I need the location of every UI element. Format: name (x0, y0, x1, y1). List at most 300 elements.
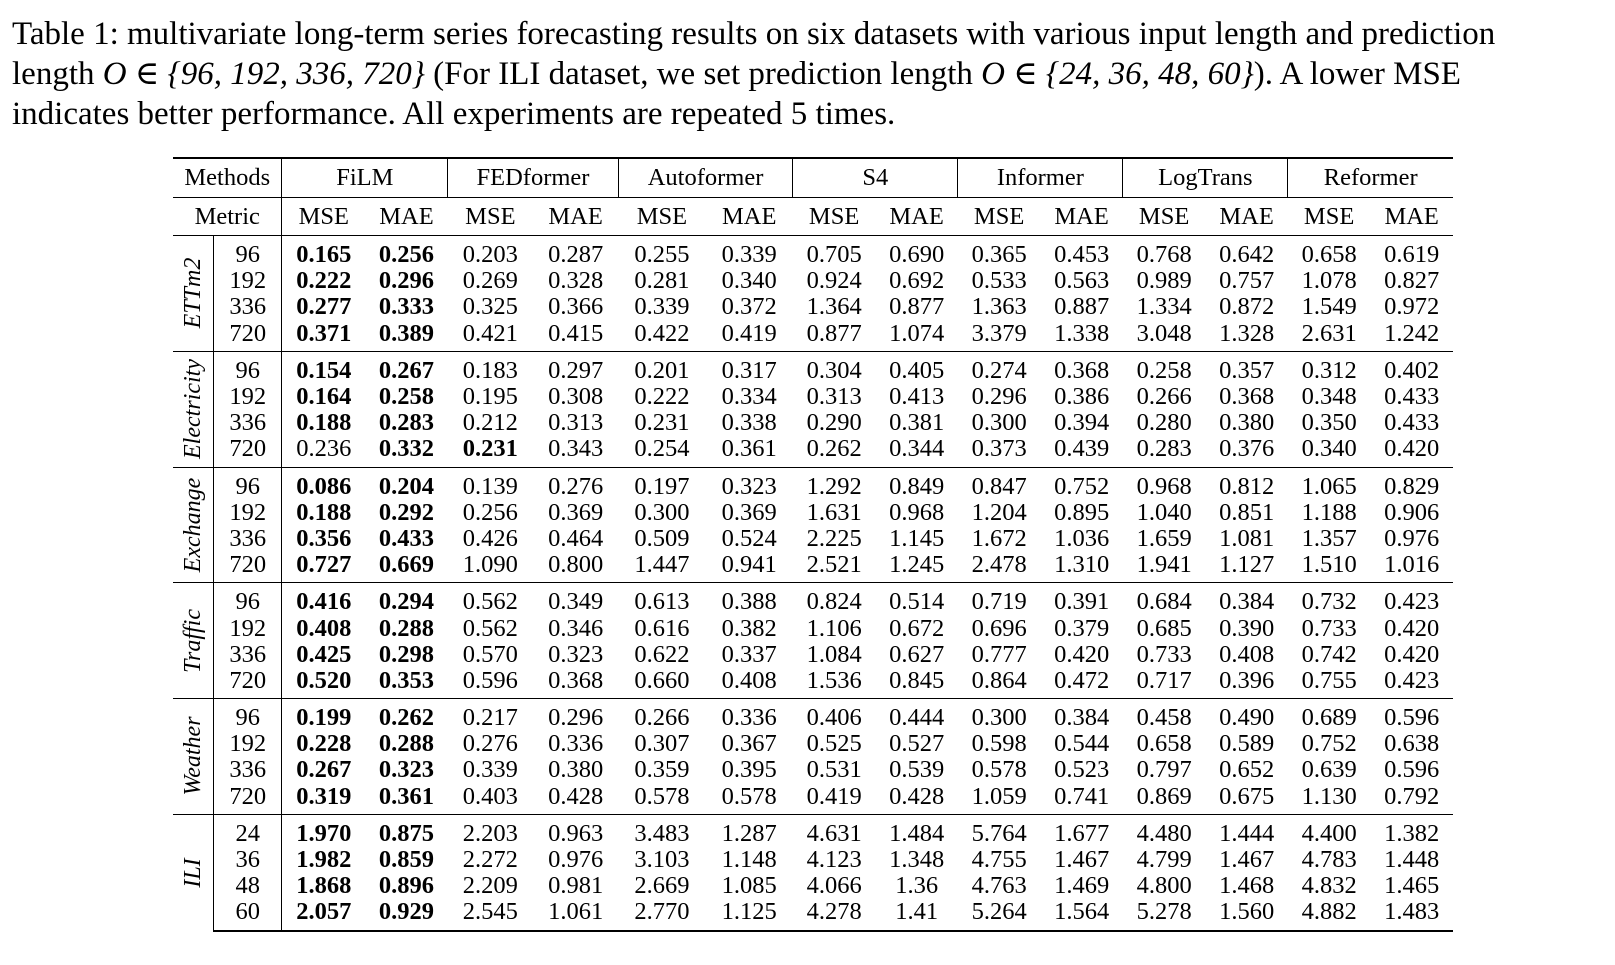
metric-mae-header: MAE (1040, 198, 1123, 236)
value-cell: 0.367 (721, 730, 777, 758)
value-cell: 0.369 (721, 498, 777, 526)
best-value: 0.520 (296, 666, 352, 694)
value-cell: 0.800 (548, 551, 604, 579)
value-cell: 1.560 (1205, 899, 1288, 930)
metric-header-row (173, 198, 1453, 236)
value-cell (282, 873, 365, 899)
best-value: 0.361 (378, 782, 435, 810)
value-cell: 0.323 (706, 467, 793, 500)
value-cell: 0.300 (971, 409, 1027, 437)
value-cell: 0.217 (448, 699, 533, 732)
value-cell: 1.016 (1384, 551, 1440, 579)
value-cell: 0.639 (1301, 756, 1357, 784)
best-value: 0.204 (378, 472, 435, 500)
caption-math-ili-lengths: O ∈ {24, 36, 48, 60} (981, 56, 1254, 92)
value-cell: 0.696 (971, 614, 1027, 642)
value-cell (365, 615, 448, 641)
value-cell: 0.444 (875, 699, 958, 732)
value-cell: 0.337 (721, 640, 777, 668)
table-row (173, 526, 1453, 552)
method-header: Autoformer (618, 158, 793, 198)
value-cell: 0.689 (1288, 699, 1371, 732)
value-cell: 4.400 (1288, 814, 1371, 847)
value-cell: 1.36 (895, 872, 939, 900)
best-value: 1.868 (296, 872, 352, 900)
value-cell: 3.379 (971, 319, 1027, 347)
table-row (173, 699, 1453, 732)
value-cell (365, 552, 448, 583)
value-cell: 0.419 (806, 782, 862, 810)
prediction-length: 720 (214, 668, 282, 699)
value-cell: 4.882 (1288, 899, 1371, 930)
prediction-length: 192 (214, 500, 282, 526)
value-cell: 3.103 (634, 846, 690, 874)
dataset-name: Weather (180, 716, 206, 796)
value-cell: 0.433 (1384, 409, 1440, 437)
value-cell: 0.989 (1136, 267, 1192, 295)
value-cell: 4.755 (971, 846, 1027, 874)
value-cell (282, 552, 365, 583)
metric-mse-header: MSE (1288, 198, 1371, 236)
value-cell (365, 351, 448, 384)
best-value: 0.288 (378, 730, 435, 758)
table-row (173, 615, 1453, 641)
best-value: 0.231 (462, 435, 518, 463)
value-cell: 0.638 (1384, 730, 1440, 758)
value-cell: 0.380 (1219, 409, 1275, 437)
value-cell: 0.685 (1136, 614, 1192, 642)
value-cell: 0.222 (634, 383, 690, 411)
value-cell: 1.061 (533, 899, 618, 930)
value-cell (365, 526, 448, 552)
value-cell: 0.642 (1219, 241, 1275, 269)
metric-label: Metric (173, 198, 282, 236)
best-value: 0.408 (296, 614, 352, 642)
value-cell: 0.906 (1384, 498, 1440, 526)
value-cell: 1.065 (1288, 467, 1371, 500)
value-cell: 0.963 (533, 814, 618, 847)
value-cell: 0.290 (806, 409, 862, 437)
table-row (173, 500, 1453, 526)
value-cell: 2.669 (634, 872, 690, 900)
value-cell: 0.413 (889, 383, 945, 411)
value-cell: 1.242 (1384, 319, 1440, 347)
dataset-name-cell (173, 699, 214, 815)
value-cell: 0.658 (1301, 241, 1357, 269)
value-cell (365, 642, 448, 668)
results-table (173, 157, 1453, 932)
value-cell: 0.531 (806, 756, 862, 784)
value-cell: 0.368 (548, 666, 604, 694)
method-header: Informer (958, 158, 1123, 198)
value-cell: 0.509 (634, 524, 690, 552)
value-cell: 3.483 (618, 814, 705, 847)
value-cell (282, 731, 365, 757)
value-cell: 1.467 (1219, 846, 1275, 874)
dataset-name: Traffic (180, 608, 206, 673)
table-row (173, 814, 1453, 847)
dataset-name-cell (173, 467, 214, 583)
value-cell: 0.812 (1205, 467, 1288, 500)
best-value: 0.332 (378, 435, 435, 463)
table-row (173, 552, 1453, 583)
best-value: 0.288 (378, 614, 435, 642)
value-cell: 0.231 (634, 409, 690, 437)
value-cell: 2.225 (806, 524, 862, 552)
value-cell: 0.877 (806, 319, 862, 347)
value-cell (282, 526, 365, 552)
value-cell: 0.872 (1219, 293, 1275, 321)
best-value: 0.353 (378, 666, 435, 694)
value-cell: 0.256 (462, 498, 518, 526)
prediction-length: 192 (214, 384, 282, 410)
value-cell: 0.403 (462, 782, 518, 810)
value-cell: 0.382 (721, 614, 777, 642)
value-cell: 0.313 (806, 383, 862, 411)
best-value: 0.323 (378, 756, 435, 784)
best-value: 0.294 (378, 588, 435, 616)
table-row (173, 731, 1453, 757)
dataset-name: Exchange (180, 477, 206, 573)
value-cell: 0.415 (548, 319, 604, 347)
value-cell: 0.195 (462, 383, 518, 411)
best-value: 0.199 (296, 704, 352, 732)
value-cell: 0.453 (1054, 241, 1110, 269)
value-cell: 1.084 (806, 640, 862, 668)
value-cell: 0.525 (806, 730, 862, 758)
value-cell: 0.408 (1219, 640, 1275, 668)
value-cell: 0.824 (793, 583, 876, 616)
dataset-name-cell (173, 351, 214, 467)
value-cell (282, 668, 365, 699)
best-value: 0.425 (296, 640, 352, 668)
prediction-length: 48 (214, 873, 282, 899)
value-cell: 0.690 (889, 241, 945, 269)
value-cell: 0.297 (533, 351, 618, 384)
value-cell: 0.972 (1384, 293, 1440, 321)
value-cell (282, 615, 365, 641)
value-cell: 1.448 (1384, 846, 1440, 874)
value-cell: 0.373 (971, 435, 1027, 463)
value-cell (365, 500, 448, 526)
table-row (173, 583, 1453, 616)
value-cell: 1.145 (889, 524, 945, 552)
value-cell: 0.300 (958, 699, 1041, 732)
value-cell: 0.339 (462, 756, 518, 784)
value-cell: 1.204 (971, 498, 1027, 526)
method-header: Reformer (1288, 158, 1453, 198)
value-cell (365, 899, 448, 930)
value-cell: 0.372 (721, 293, 777, 321)
value-cell: 0.296 (971, 383, 1027, 411)
best-value: 0.283 (378, 409, 435, 437)
value-cell: 0.379 (1054, 614, 1110, 642)
value-cell: 0.733 (1136, 640, 1192, 668)
best-value: 0.727 (296, 551, 352, 579)
best-value: 0.859 (378, 846, 435, 874)
value-cell: 0.386 (1054, 383, 1110, 411)
best-value: 0.258 (378, 383, 435, 411)
value-cell: 0.741 (1054, 782, 1110, 810)
value-cell: 1.549 (1301, 293, 1357, 321)
value-cell: 0.895 (1054, 498, 1110, 526)
value-cell: 0.981 (548, 872, 604, 900)
best-value: 0.165 (296, 241, 352, 269)
value-cell (365, 583, 448, 616)
value-cell (282, 384, 365, 410)
value-cell: 1.348 (889, 846, 945, 874)
value-cell: 0.396 (1219, 666, 1275, 694)
value-cell: 0.490 (1205, 699, 1288, 732)
value-cell: 0.705 (806, 241, 862, 269)
value-cell: 0.829 (1370, 467, 1453, 500)
value-cell: 0.340 (1301, 435, 1357, 463)
value-cell: 0.428 (889, 782, 945, 810)
value-cell: 5.278 (1123, 899, 1206, 930)
value-cell: 1.631 (806, 498, 862, 526)
best-value: 0.333 (378, 293, 435, 321)
value-cell: 0.742 (1301, 640, 1357, 668)
value-cell: 4.763 (971, 872, 1027, 900)
value-cell: 0.394 (1054, 409, 1110, 437)
table-row (173, 668, 1453, 699)
value-cell: 0.598 (971, 730, 1027, 758)
value-cell: 0.203 (462, 241, 518, 269)
value-cell: 2.770 (618, 899, 705, 930)
value-cell (282, 268, 365, 294)
value-cell: 0.533 (971, 267, 1027, 295)
value-cell: 0.323 (548, 640, 604, 668)
value-cell (282, 699, 365, 732)
value-cell: 0.845 (889, 666, 945, 694)
dataset-group (173, 351, 1453, 467)
value-cell: 0.313 (548, 409, 604, 437)
metric-mse-header: MSE (618, 198, 705, 236)
value-cell (365, 236, 448, 269)
value-cell: 0.369 (548, 498, 604, 526)
value-cell: 1.310 (1054, 551, 1110, 579)
value-cell: 1.564 (1040, 899, 1123, 930)
value-cell: 1.059 (971, 782, 1027, 810)
value-cell: 0.439 (1054, 435, 1110, 463)
value-cell: 0.339 (721, 241, 777, 269)
best-value: 0.669 (378, 551, 435, 579)
value-cell: 0.768 (1136, 241, 1192, 269)
value-cell: 0.343 (548, 435, 604, 463)
value-cell: 0.365 (971, 241, 1027, 269)
value-cell: 0.562 (448, 583, 533, 616)
method-header: FEDformer (448, 158, 619, 198)
value-cell: 1.085 (721, 872, 777, 900)
caption-line2c: ). A lower MSE (1253, 56, 1461, 92)
value-cell: 0.420 (1384, 640, 1440, 668)
value-cell: 0.338 (721, 409, 777, 437)
value-cell (282, 294, 365, 320)
value-cell: 0.527 (889, 730, 945, 758)
value-cell: 0.544 (1054, 730, 1110, 758)
value-cell: 2.545 (448, 899, 533, 930)
value-cell: 0.464 (548, 524, 604, 552)
best-value: 0.164 (296, 383, 352, 411)
dataset-name-cell (173, 583, 214, 699)
table-row (173, 321, 1453, 352)
table-row (173, 410, 1453, 436)
value-cell: 0.307 (634, 730, 690, 758)
value-cell: 0.283 (1136, 435, 1192, 463)
value-cell: 1.245 (889, 551, 945, 579)
value-cell: 0.433 (1384, 383, 1440, 411)
dataset-name-cell (173, 814, 214, 930)
table-row (173, 467, 1453, 500)
prediction-length: 192 (214, 268, 282, 294)
value-cell: 0.266 (1136, 383, 1192, 411)
value-cell (282, 757, 365, 783)
value-cell: 1.287 (706, 814, 793, 847)
value-cell (365, 436, 448, 467)
value-cell: 0.941 (721, 551, 777, 579)
value-cell: 0.472 (1054, 666, 1110, 694)
value-cell: 0.675 (1219, 782, 1275, 810)
value-cell: 0.514 (875, 583, 958, 616)
value-cell: 0.349 (533, 583, 618, 616)
value-cell: 0.254 (634, 435, 690, 463)
value-cell: 0.869 (1136, 782, 1192, 810)
value-cell: 1.536 (806, 666, 862, 694)
best-value: 1.982 (296, 846, 352, 874)
value-cell: 0.201 (618, 351, 705, 384)
best-value: 2.057 (296, 898, 352, 926)
value-cell: 1.074 (889, 319, 945, 347)
value-cell: 0.423 (1370, 583, 1453, 616)
value-cell: 0.312 (1288, 351, 1371, 384)
value-cell: 0.391 (1040, 583, 1123, 616)
dataset-group (173, 467, 1453, 583)
best-value: 0.267 (378, 356, 435, 384)
value-cell: 1.465 (1384, 872, 1440, 900)
value-cell (282, 899, 365, 930)
value-cell: 0.395 (721, 756, 777, 784)
value-cell: 2.203 (448, 814, 533, 847)
table-row (173, 899, 1453, 930)
value-cell: 0.458 (1123, 699, 1206, 732)
value-cell: 0.339 (634, 293, 690, 321)
value-cell: 0.658 (1136, 730, 1192, 758)
prediction-length: 96 (214, 351, 282, 384)
value-cell: 0.589 (1219, 730, 1275, 758)
metric-mse-header: MSE (1123, 198, 1206, 236)
caption-line2a: length (12, 56, 103, 92)
methods-header-row (173, 158, 1453, 198)
value-cell: 0.334 (721, 383, 777, 411)
value-cell: 0.368 (1040, 351, 1123, 384)
best-value: 0.188 (296, 498, 352, 526)
value-cell: 0.212 (462, 409, 518, 437)
value-cell: 1.078 (1301, 267, 1357, 295)
value-cell (282, 642, 365, 668)
best-value: 0.875 (378, 819, 435, 847)
value-cell: 0.684 (1123, 583, 1206, 616)
value-cell (365, 847, 448, 873)
value-cell: 0.304 (793, 351, 876, 384)
dataset-name: Electricity (180, 359, 206, 460)
value-cell: 0.428 (548, 782, 604, 810)
metric-mae-header: MAE (1205, 198, 1288, 236)
value-cell: 0.847 (958, 467, 1041, 500)
value-cell (365, 268, 448, 294)
table-row (173, 642, 1453, 668)
best-value: 1.970 (296, 819, 352, 847)
value-cell: 0.616 (634, 614, 690, 642)
value-cell: 0.619 (1384, 241, 1440, 269)
value-cell: 2.209 (462, 872, 518, 900)
best-value: 0.296 (378, 267, 435, 295)
metric-mae-header: MAE (533, 198, 618, 236)
value-cell: 0.381 (889, 409, 945, 437)
dataset-group (173, 583, 1453, 699)
value-cell: 0.578 (971, 756, 1027, 784)
value-cell (365, 384, 448, 410)
metric-mae-header: MAE (365, 198, 448, 236)
value-cell: 0.348 (1301, 383, 1357, 411)
best-value: 0.267 (296, 756, 352, 784)
value-cell: 0.719 (958, 583, 1041, 616)
value-cell: 0.777 (971, 640, 1027, 668)
value-cell: 0.420 (1384, 435, 1440, 463)
prediction-length: 96 (214, 699, 282, 732)
value-cell: 0.732 (1288, 583, 1371, 616)
value-cell: 4.480 (1123, 814, 1206, 847)
prediction-length: 96 (214, 236, 282, 269)
prediction-length: 336 (214, 294, 282, 320)
dataset-name: ILI (180, 857, 206, 888)
dataset-group (173, 699, 1453, 815)
value-cell: 0.849 (875, 467, 958, 500)
value-cell: 0.752 (1301, 730, 1357, 758)
table-row (173, 384, 1453, 410)
value-cell: 1.040 (1136, 498, 1192, 526)
value-cell (282, 814, 365, 847)
prediction-length: 192 (214, 615, 282, 641)
table-row (173, 873, 1453, 899)
methods-label: Methods (173, 158, 282, 198)
value-cell: 0.797 (1136, 756, 1192, 784)
value-cell: 0.752 (1040, 467, 1123, 500)
value-cell: 0.236 (296, 435, 352, 463)
value-cell: 0.361 (721, 435, 777, 463)
value-cell: 1.672 (971, 524, 1027, 552)
value-cell (365, 699, 448, 732)
value-cell: 1.130 (1301, 782, 1357, 810)
value-cell: 0.266 (618, 699, 705, 732)
caption-line3: indicates better performance. All experiments are repeated 5 times. (12, 96, 896, 132)
value-cell: 0.652 (1219, 756, 1275, 784)
table-row (173, 847, 1453, 873)
value-cell: 5.764 (958, 814, 1041, 847)
value-cell: 0.596 (1384, 756, 1440, 784)
value-cell: 0.336 (548, 730, 604, 758)
metric-mse-header: MSE (793, 198, 876, 236)
value-cell: 1.357 (1301, 524, 1357, 552)
value-cell (282, 236, 365, 269)
metric-mse-header: MSE (958, 198, 1041, 236)
value-cell: 0.384 (1205, 583, 1288, 616)
best-value: 0.262 (378, 704, 435, 732)
value-cell: 5.264 (958, 899, 1041, 930)
value-cell: 1.188 (1301, 498, 1357, 526)
value-cell: 0.422 (634, 319, 690, 347)
value-cell (282, 500, 365, 526)
best-value: 0.298 (378, 640, 435, 668)
